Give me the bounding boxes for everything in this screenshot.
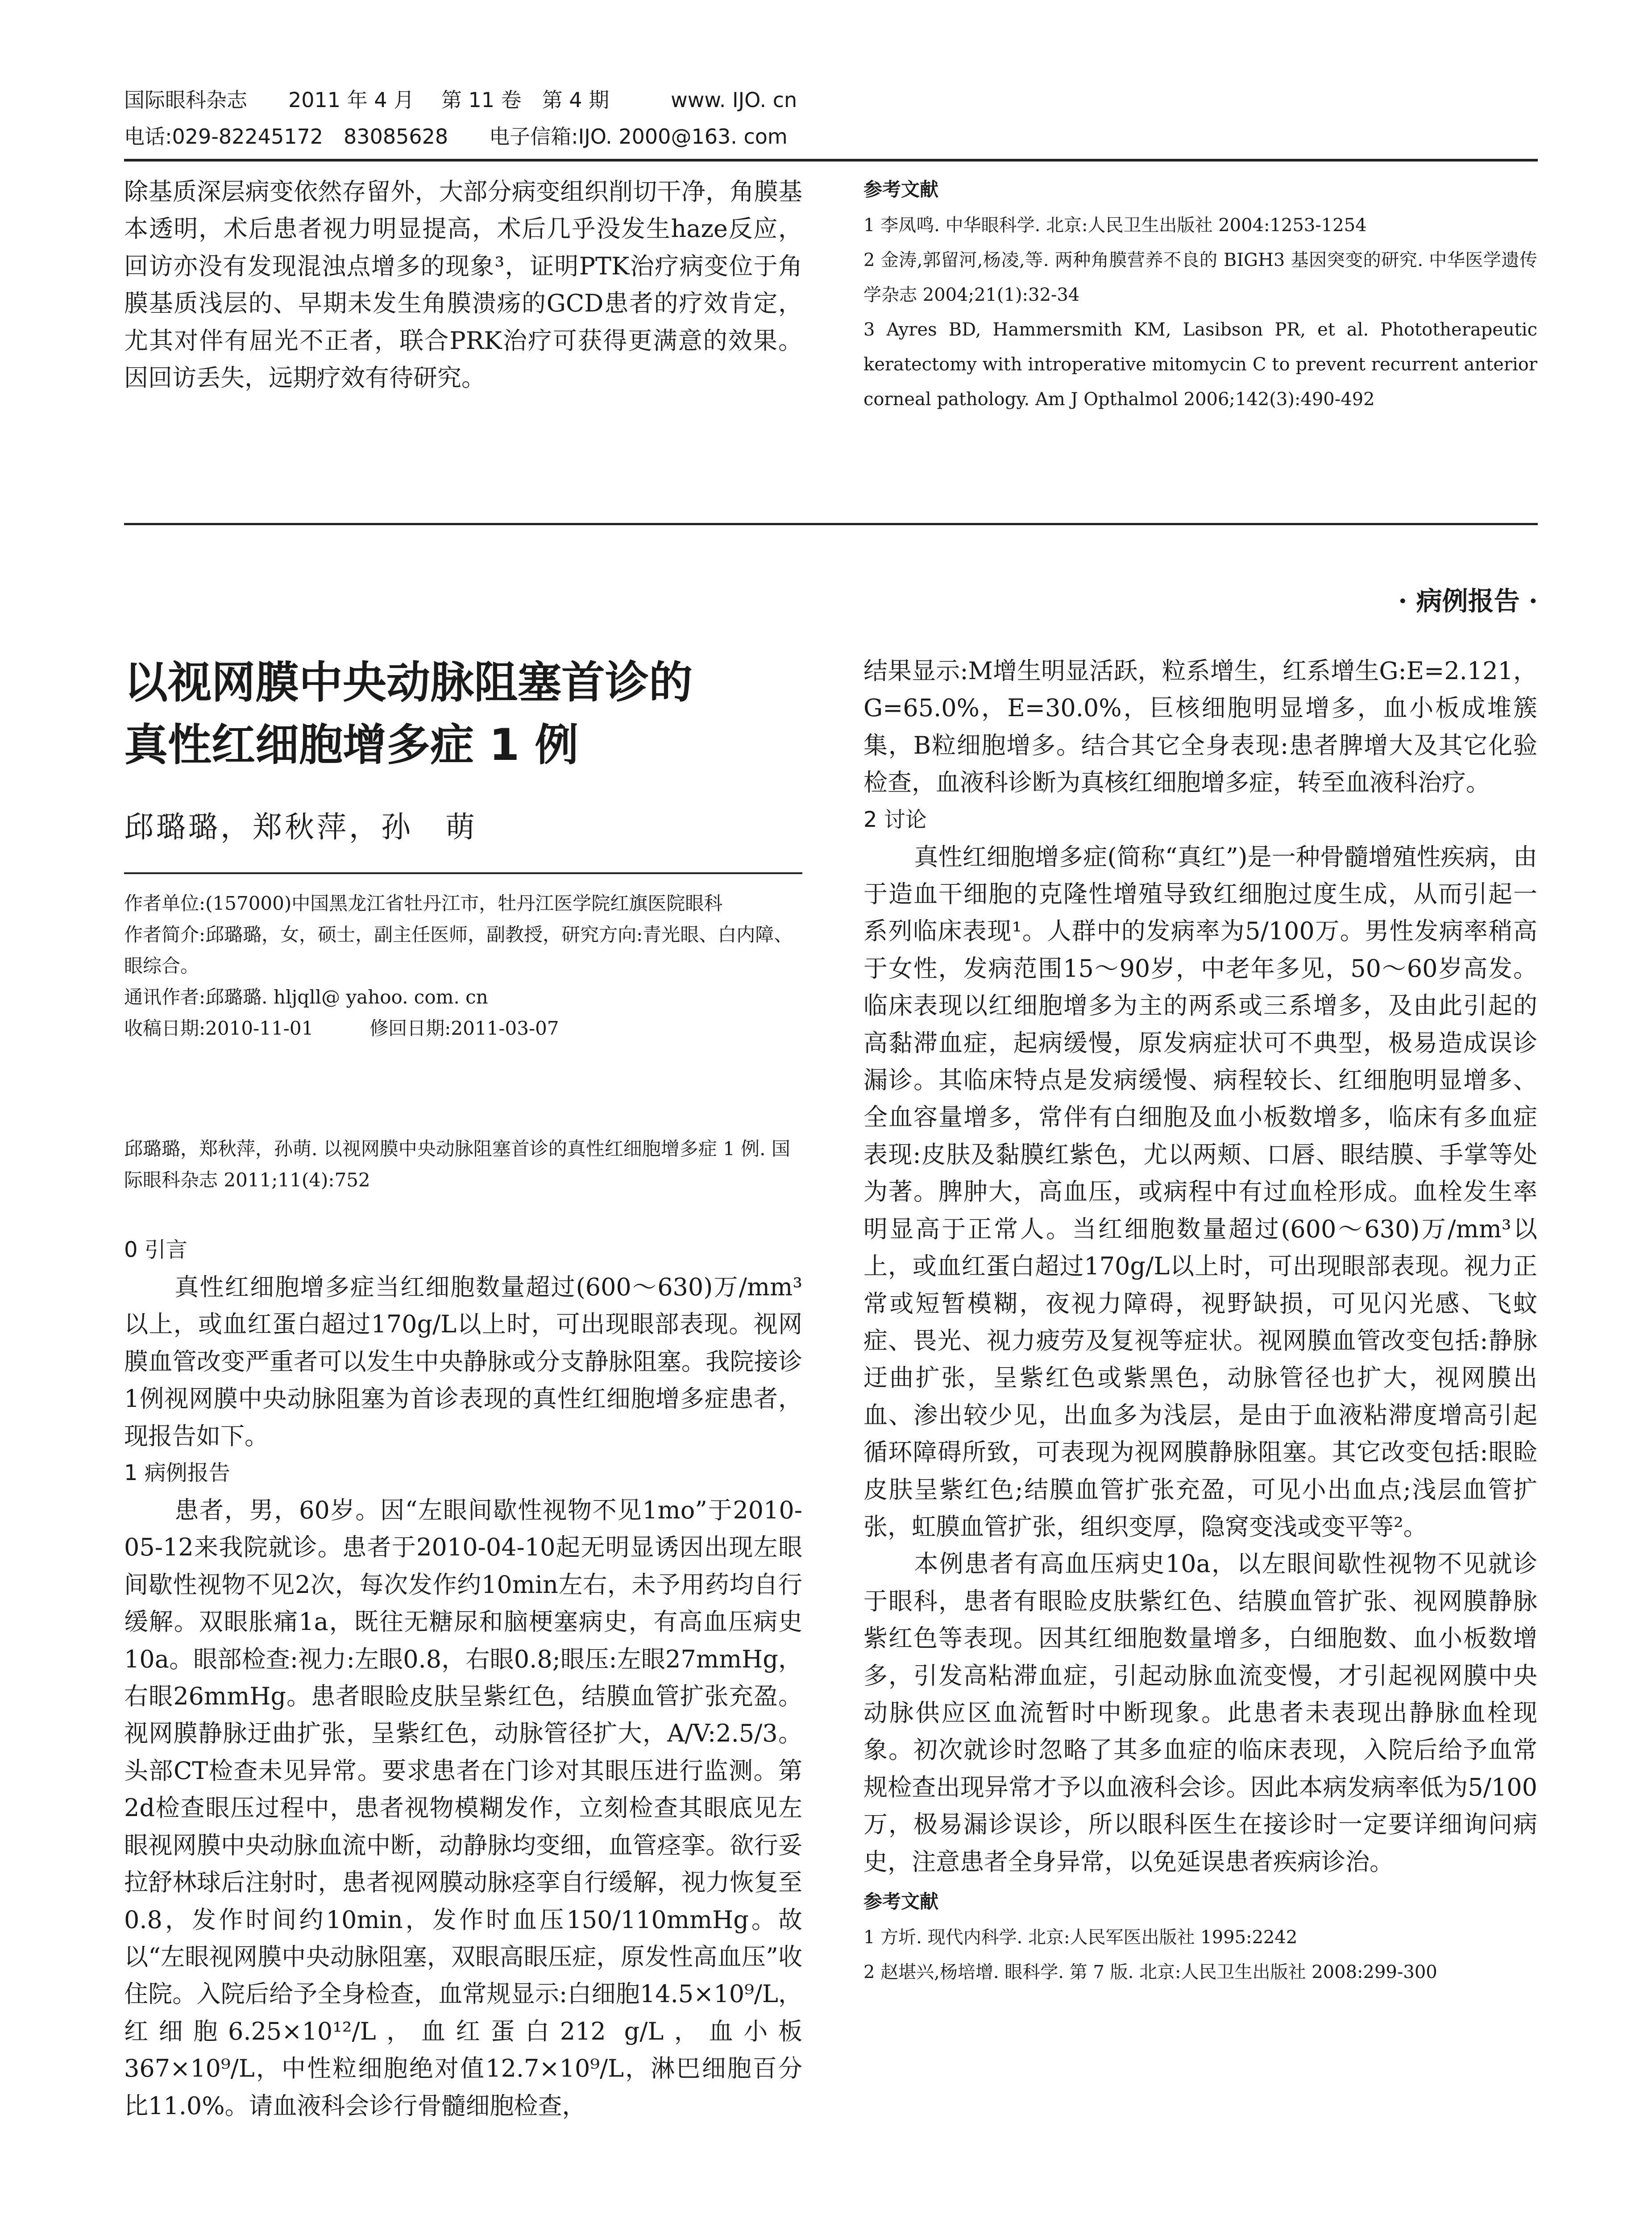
reference-item: 2 赵堪兴,杨培增. 眼科学. 第 7 版. 北京:人民卫生出版社 2008:299-300: [863, 1962, 1437, 1983]
article-right-column: [863, 652, 1537, 1990]
reference-list: [863, 1920, 1537, 1990]
author-bio: 作者简介:邱璐璐，女，硕士，副主任医师，副教授，研究方向:青光眼、白内障、眼综合。: [124, 924, 793, 977]
affiliation: 作者单位:(157000)中国黑龙江省牡丹江市，牡丹江医学院红旗医院眼科: [124, 892, 723, 914]
section-tag: · 病例报告 ·: [1398, 586, 1538, 616]
author-list: 邱璐璐，郑秋萍，孙 萌: [124, 810, 477, 844]
author-divider: [124, 872, 802, 874]
prev-article-text: 除基质深层病变依然存留外，大部分病变组织削切干净，角膜基本透明，术后患者视力明显提高，术后几乎没发生haze反应，回访亦没有发现混浊点增多的现象³，证明PTK治疗病变位于角膜基质浅层的、早期未发生角膜溃疡的GCD患者的疗效肯定，尤其对伴有屈光不正者，联合PRK治疗可获得更满意的效果。因回访丢失，远期疗效有待研究。: [124, 178, 802, 392]
discussion-paragraph: 真性红细胞增多症(简称“真红”)是一种骨髓增殖性疾病，由于造血干细胞的克隆性增殖导致红细胞过度生成，从而引起一系列临床表现¹。人群中的发病率为5/100万。男性发病率稍高于女性，发病范围15～90岁，中老年多见，50～60岁高发。临床表现以红细胞增多为主的两系或三系增多，及由此引起的高黏滞血症，起病缓慢，原发病症状可不典型，极易造成误诊漏诊。其临床特点是发病缓慢、病程较长、红细胞明显增多、全血容量增多，常伴有白细胞及血小板数增多，临床有多血症表现:皮肤及黏膜红紫色，尤以两颊、口唇、眼结膜、手掌等处为著。脾肿大，高血压，或病程中有过血栓形成。血栓发生率明显高于正常人。当红细胞数量超过(600～630)万/mm³以上，或血红蛋白超过170g/L以上时，可出现眼部表现。视力正常或短暂模糊，夜视力障碍，视野缺损，可见闪光感、飞蚊症、畏光、视力疲劳及复视等症状。视网膜血管改变包括:静脉迂曲扩张，呈紫红色或紫黑色，动脉管径也扩大，视网膜出血、渗出较少见，出血多为浅层，是由于血液粘滞度增高引起循环障碍所致，可表现为视网膜静脉阻塞。其它改变包括:眼睑皮肤呈紫红色;结膜血管扩张充盈，可见小出血点;浅层血管扩张，虹膜血管扩张，组织变厚，隐窝变浅或变平等²。: [863, 842, 1537, 1541]
article-left-column: [124, 1232, 802, 2124]
citation-block: [124, 1133, 802, 1196]
article-title: [124, 651, 820, 776]
discussion-paragraph: 本例患者有高血压病史10a，以左眼间歇性视物不见就诊于眼科，患者有眼睑皮肤紫红色、结膜血管扩张、视网膜静脉紫红色等表现。因其红细胞数量增多，白细胞数、血小板数增多，引发高粘滞血症，引起动脉血流变慢，才引起视网膜中央动脉供应区血流暂时中断现象。此患者未表现出静脉血栓现象。初次就诊时忽略了其多血症的临床表现，入院后给予血常规检查出现异常才予以血液科会诊。因此本病发病率低为5/100万，极易漏诊误诊，所以眼科医生在接诊时一定要详细询问病史，注意患者全身异常，以免延误患者疾病诊治。: [863, 1550, 1537, 1876]
prev-article-paragraph: [124, 173, 802, 396]
intro-heading: 0 引言: [124, 1237, 187, 1262]
title-line: 以视网膜中央动脉阻塞首诊的: [124, 657, 693, 708]
reference-item: 2 金涛,郭留河,杨凌,等. 两种角膜营养不良的 BIGH3 基因突变的研究. 中华医学遗传学杂志 2004;21(1):32-34: [863, 250, 1537, 305]
header-divider: [124, 159, 1538, 162]
case-paragraph: 患者，男，60岁。因“左眼间歇性视物不见1mo”于2010-05-12来我院就诊。患者于2010-04-10起无明显诱因出现左眼间歇性视物不见2次，每次发作约10min左右，未予用药均自行缓解。双眼胀痛1a，既往无糖尿和脑梗塞病史，有高血压病史10a。眼部检查:视力:左眼0.8，右眼0.8;眼压:左眼27mmHg，右眼26mmHg。患者眼睑皮肤呈紫红色，结膜血管扩张充盈。视网膜静脉迂曲扩张，呈紫红色，动脉管径扩大，A/V:2.5/3。头部CT检查未见异常。要求患者在门诊对其眼压进行监测。第2d检查眼压过程中，患者视物模糊发作，立刻检查其眼底见左眼视网膜中央动脉血流中断，动静脉均变细，血管痉挛。欲行妥拉舒林球后注射时，患者视网膜动脉痉挛自行缓解，视力恢复至0.8，发作时间约10min，发作时血压150/110mmHg。故以“左眼视网膜中央动脉阻塞，双眼高眼压症，原发性高血压”收住院。入院后给予全身检查，血常规显示:白细胞14.5×10⁹/L，红细胞6.25×10¹²/L，血红蛋白212 g/L，血小板367×10⁹/L，中性粒细胞绝对值12.7×10⁹/L，淋巴细胞百分比11.0%。请血液科会诊行骨髓细胞检查，: [124, 1496, 802, 2120]
title-line: 真性红细胞增多症 1 例: [124, 720, 579, 771]
reference-item: 1 李凤鸣. 中华眼科学. 北京:人民卫生出版社 2004:1253-1254: [863, 215, 1367, 236]
reference-list: [863, 208, 1537, 417]
reference-item: 1 方圻. 现代内科学. 北京:人民军医出版社 1995:2242: [863, 1927, 1298, 1948]
intro-paragraph: 真性红细胞增多症当红细胞数量超过(600～630)万/mm³以上，或血红蛋白超过170g/L以上时，可出现眼部表现。视网膜血管改变严重者可以发生中央静脉或分支静脉阻塞。我院接诊1例视网膜中央动脉阻塞为首诊表现的真性红细胞增多症患者，现报告如下。: [124, 1273, 802, 1450]
case-heading: 1 病例报告: [124, 1460, 230, 1486]
author-meta: [124, 888, 802, 1044]
journal-contact-info: 电话:029-82245172 83085628 电子信箱:IJO. 2000@163. com: [124, 124, 788, 149]
correspondence: 通讯作者:邱璐璐. hljqll@ yahoo. com. cn: [124, 986, 488, 1008]
prev-article-references: [863, 175, 1537, 417]
journal-header-info: 国际眼科杂志 2011 年 4 月 第 11 卷 第 4 期 www. IJO. cn: [124, 88, 797, 112]
case-continued: 结果显示:M增生明显活跃，粒系增生，红系增生G:E=2.121，G=65.0%，E=30.0%，巨核细胞明显增多，血小板成堆簇集，B粒细胞增多。结合其它全身表现:患者脾增大及其它化验检查，血液科诊断为真核红细胞增多症，转至血液科治疗。: [863, 657, 1537, 797]
reference-item: 3 Ayres BD, Hammersmith KM, Lasibson PR, et al. Phototherapeutic keratectomy with introperative mitomycin C to prevent recurrent anterior corneal pathology. Am J Opthalmol 2006;142(3):490-492: [863, 319, 1537, 410]
received-dates: 收稿日期:2010-11-01 修回日期:2011-03-07: [124, 1017, 559, 1039]
article-divider: [124, 523, 1538, 525]
citation: 邱璐璐，郑秋萍，孙萌. 以视网膜中央动脉阻塞首诊的真性红细胞增多症 1 例. 国际眼科杂志 2011;11(4):752: [124, 1138, 790, 1191]
references-heading: 参考文献: [863, 178, 939, 200]
discussion-heading: 2 讨论: [863, 807, 927, 832]
references-heading: 参考文献: [863, 1891, 939, 1912]
